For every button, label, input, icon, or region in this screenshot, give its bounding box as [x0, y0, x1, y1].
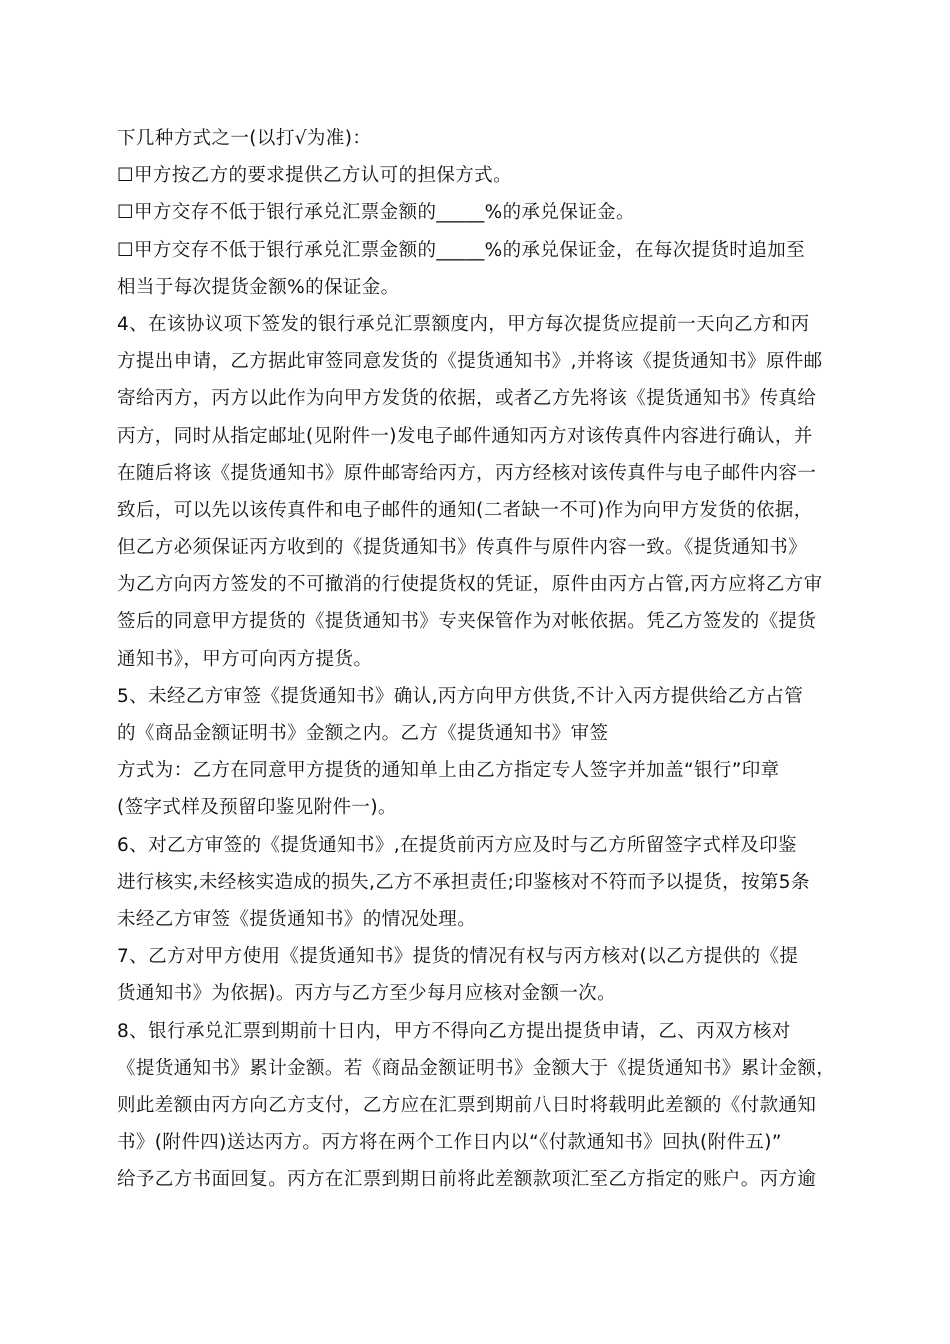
text-line: 签后的同意甲方提货的《提货通知书》专夹保管作为对帐依据。凭乙方签发的《提货: [117, 611, 817, 633]
text-line: 方式为：乙方在同意甲方提货的通知单上由乙方指定专人签字并加盖“银行”印章: [117, 760, 780, 782]
document-body: [117, 120, 837, 1198]
text-line: 5、未经乙方审签《提货通知书》确认,丙方向甲方供货,不计入丙方提供给乙方占管: [117, 685, 804, 707]
text-line: ☐甲方交存不低于银行承兑汇票金额的_____%的承兑保证金，在每次提货时追加至: [117, 239, 806, 261]
text-line: 丙方，同时从指定邮址(见附件一)发电子邮件通知丙方对该传真件内容进行确认，并: [117, 425, 813, 447]
text-line: 致后，可以先以该传真件和电子邮件的通知(二者缺一不可)作为向甲方发货的依据，: [117, 499, 813, 521]
text-line: (签字式样及预留印鉴见附件一)。: [117, 797, 397, 819]
text-line: 4、在该协议项下签发的银行承兑汇票额度内，甲方每次提货应提前一天向乙方和丙: [117, 313, 810, 335]
text-line: 7、乙方对甲方使用《提货通知书》提货的情况有权与丙方核对(以乙方提供的《提: [117, 946, 799, 968]
text-line: 但乙方必须保证丙方收到的《提货通知书》传真件与原件内容一致。《提货通知书》: [117, 537, 808, 559]
text-line: 下几种方式之一(以打√为准)：: [117, 128, 372, 149]
text-line: 货通知书》为依据)。丙方与乙方至少每月应核对金额一次。: [117, 983, 617, 1005]
text-line: 寄给丙方，丙方以此作为向甲方发货的依据，或者乙方先将该《提货通知书》传真给: [117, 388, 817, 410]
text-line: 在随后将该《提货通知书》原件邮寄给丙方，丙方经核对该传真件与电子邮件内容一: [117, 462, 817, 484]
text-line: 相当于每次提货金额%的保证金。: [117, 276, 400, 298]
text-line: 的《商品金额证明书》金额之内。乙方《提货通知书》审签: [117, 723, 609, 744]
text-line: 给予乙方书面回复。丙方在汇票到期日前将此差额款项汇至乙方指定的账户。丙方逾: [117, 1169, 817, 1191]
text-line: 书》(附件四)送达丙方。丙方将在两个工作日内以“《付款通知书》回执(附件五)”: [117, 1132, 782, 1154]
text-line: 进行核实,未经核实造成的损失,乙方不承担责任;印鉴核对不符而予以提货，按第5条: [117, 871, 810, 893]
text-line: 为乙方向丙方签发的不可撤消的行使提货权的凭证，原件由丙方占管,丙方应将乙方审: [117, 574, 823, 596]
text-line: 通知书》，甲方可向丙方提货。: [117, 648, 373, 670]
text-line: ☐甲方交存不低于银行承兑汇票金额的_____%的承兑保证金。: [117, 202, 635, 224]
text-line: 方提出申请，乙方据此审签同意发货的《提货通知书》,并将该《提货通知书》原件邮: [117, 351, 823, 373]
text-line: ☐甲方按乙方的要求提供乙方认可的担保方式。: [117, 165, 512, 187]
text-line: 则此差额由丙方向乙方支付，乙方应在汇票到期前八日时将载明此差额的《付款通知: [117, 1094, 817, 1116]
text-line: 6、对乙方审签的《提货通知书》,在提货前丙方应及时与乙方所留签字式样及印鉴: [117, 834, 797, 856]
text-line: 8、银行承兑汇票到期前十日内，甲方不得向乙方提出提货申请，乙、丙双方核对: [117, 1020, 791, 1042]
text-line: 《提货通知书》累计金额。若《商品金额证明书》金额大于《提货通知书》累计金额，: [117, 1057, 836, 1079]
text-line: 未经乙方审签《提货通知书》的情况处理。: [117, 908, 477, 930]
